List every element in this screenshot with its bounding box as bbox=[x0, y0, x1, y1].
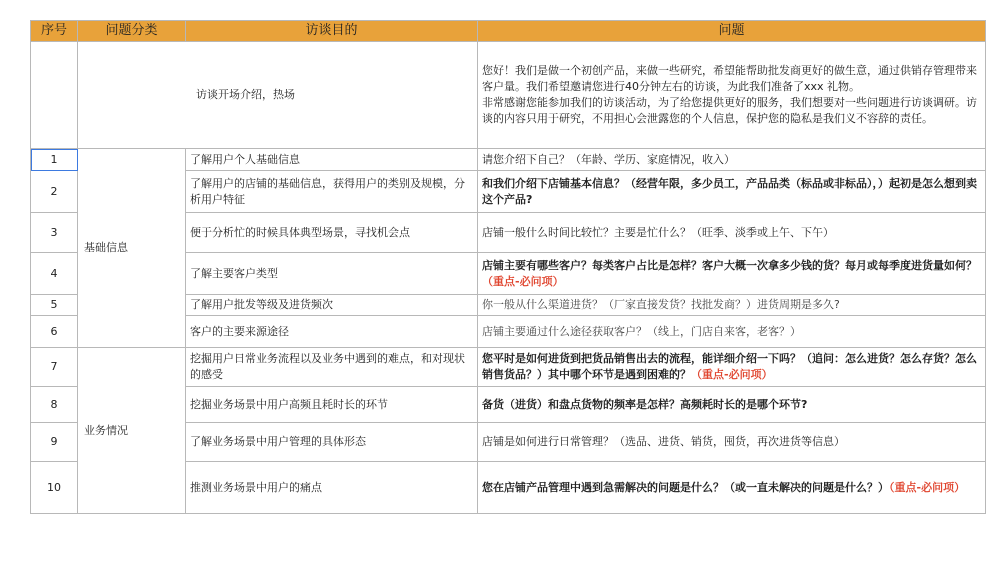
row-question-cell[interactable] bbox=[478, 387, 986, 423]
row-question-cell[interactable] bbox=[478, 316, 986, 348]
row-question-cell[interactable] bbox=[478, 462, 986, 514]
intro-row bbox=[31, 42, 986, 149]
row-question-cell[interactable] bbox=[478, 348, 986, 387]
key-question-tag: （重点-必问项） bbox=[691, 368, 773, 381]
intro-no-cell[interactable] bbox=[31, 42, 78, 149]
question-text: 请您介绍下自己？（年龄、学历、家庭情况，收入） bbox=[482, 152, 735, 166]
row-no-cell[interactable]: 7 bbox=[31, 348, 78, 387]
question-text: 您在店铺产品管理中遇到急需解决的问题是什么？（或一直未解决的问题是什么？） bbox=[482, 480, 889, 494]
row-question-cell[interactable] bbox=[478, 295, 986, 316]
row-question-cell[interactable] bbox=[478, 423, 986, 462]
row-question-cell[interactable] bbox=[478, 253, 986, 295]
row-purpose-cell[interactable]: 客户的主要来源途径 bbox=[186, 316, 478, 348]
row-purpose-cell[interactable]: 便于分析忙的时候具体典型场景，寻找机会点 bbox=[186, 213, 478, 253]
row-purpose-cell[interactable]: 挖掘用户日常业务流程以及业务中遇到的难点，和对现状的感受 bbox=[186, 348, 478, 387]
category-business-cell[interactable]: 业务情况 bbox=[78, 348, 186, 514]
row-purpose-cell[interactable]: 了解主要客户类型 bbox=[186, 253, 478, 295]
row-purpose-cell[interactable]: 了解业务场景中用户管理的具体形态 bbox=[186, 423, 478, 462]
question-text: 店铺一般什么时间比较忙？主要是忙什么？（旺季、淡季或上午、下午） bbox=[482, 225, 834, 239]
question-text: 店铺主要有哪些客户？每类客户占比是怎样？客户大概一次拿多少钱的货？每月或每季度进货量如何？ bbox=[482, 258, 977, 272]
row-no-cell[interactable]: 2 bbox=[31, 171, 78, 213]
question-text: 店铺是如何进行日常管理？（选品、进货、销货，囤货，再次进货等信息） bbox=[482, 435, 845, 448]
intro-question-cell[interactable]: 您好！我们是做一个初创产品，来做一些研究，希望能帮助批发商更好的做生意，通过供销存管理带来客户量。我们希望邀请您进行40分钟左右的访谈，为此我们准备了xxx 礼物。 非常感谢您能参加我们的访谈活动，为了给您提供更好的服务，我们想要对一些问题进行访谈调研。访谈的内容只用于研究，不用担心会泄露您的个人信息，保护您的隐私是我们义不容辞的责任。 bbox=[478, 42, 986, 149]
question-text: 备货（进货）和盘点货物的频率是怎样？高频耗时长的是哪个环节? bbox=[482, 397, 808, 411]
row-no-cell[interactable]: 5 bbox=[31, 295, 78, 316]
header-row bbox=[31, 21, 986, 42]
interview-table bbox=[30, 20, 986, 514]
row-question-cell[interactable] bbox=[478, 213, 986, 253]
header-no[interactable]: 序号 bbox=[31, 21, 78, 42]
question-text: 您平时是如何进货到把货品销售出去的流程，能详细介绍一下吗？（追问：怎么进货？怎么存货？怎么销售货品？）其中哪个环节是遇到困难的？ bbox=[482, 352, 977, 381]
row-purpose-cell[interactable]: 了解用户的店铺的基础信息，获得用户的类别及规模，分析用户特征 bbox=[186, 171, 478, 213]
row-purpose-cell[interactable]: 了解用户个人基础信息 bbox=[186, 149, 478, 171]
question-text: 店铺主要通过什么途径获取客户？（线上，门店自来客，老客？） bbox=[482, 324, 801, 338]
header-purpose[interactable]: 访谈目的 bbox=[186, 21, 478, 42]
intro-purpose-cell[interactable]: 访谈开场介绍，热场 bbox=[78, 42, 478, 149]
row-no-cell[interactable]: 1 bbox=[31, 149, 78, 171]
question-text: 你一般从什么渠道进货？（厂家直接发货？找批发商？）进货周期是多久? bbox=[482, 298, 840, 311]
row-no-cell[interactable]: 3 bbox=[31, 213, 78, 253]
row-purpose-cell[interactable]: 推测业务场景中用户的痛点 bbox=[186, 462, 478, 514]
table-row bbox=[31, 348, 986, 387]
header-question[interactable]: 问题 bbox=[478, 21, 986, 42]
row-purpose-cell[interactable]: 了解用户批发等级及进货频次 bbox=[186, 295, 478, 316]
row-purpose-cell[interactable]: 挖掘业务场景中用户高频且耗时长的环节 bbox=[186, 387, 478, 423]
key-question-tag: （重点-必问项） bbox=[482, 274, 564, 288]
table-row bbox=[31, 149, 986, 171]
header-category[interactable]: 问题分类 bbox=[78, 21, 186, 42]
row-no-cell[interactable]: 9 bbox=[31, 423, 78, 462]
key-question-tag: （重点-必问项） bbox=[889, 480, 966, 494]
question-text: 和我们介绍下店铺基本信息？（经营年限，多少员工，产品品类（标品或非标品），）起初是怎么想到卖这个产品? bbox=[482, 176, 977, 206]
row-no-cell[interactable]: 6 bbox=[31, 316, 78, 348]
row-question-cell[interactable] bbox=[478, 149, 986, 171]
row-no-cell[interactable]: 10 bbox=[31, 462, 78, 514]
row-question-cell[interactable] bbox=[478, 171, 986, 213]
row-no-cell[interactable]: 8 bbox=[31, 387, 78, 423]
interview-table-sheet bbox=[30, 20, 985, 514]
category-basic-cell[interactable]: 基础信息 bbox=[78, 149, 186, 348]
row-no-cell[interactable]: 4 bbox=[31, 253, 78, 295]
